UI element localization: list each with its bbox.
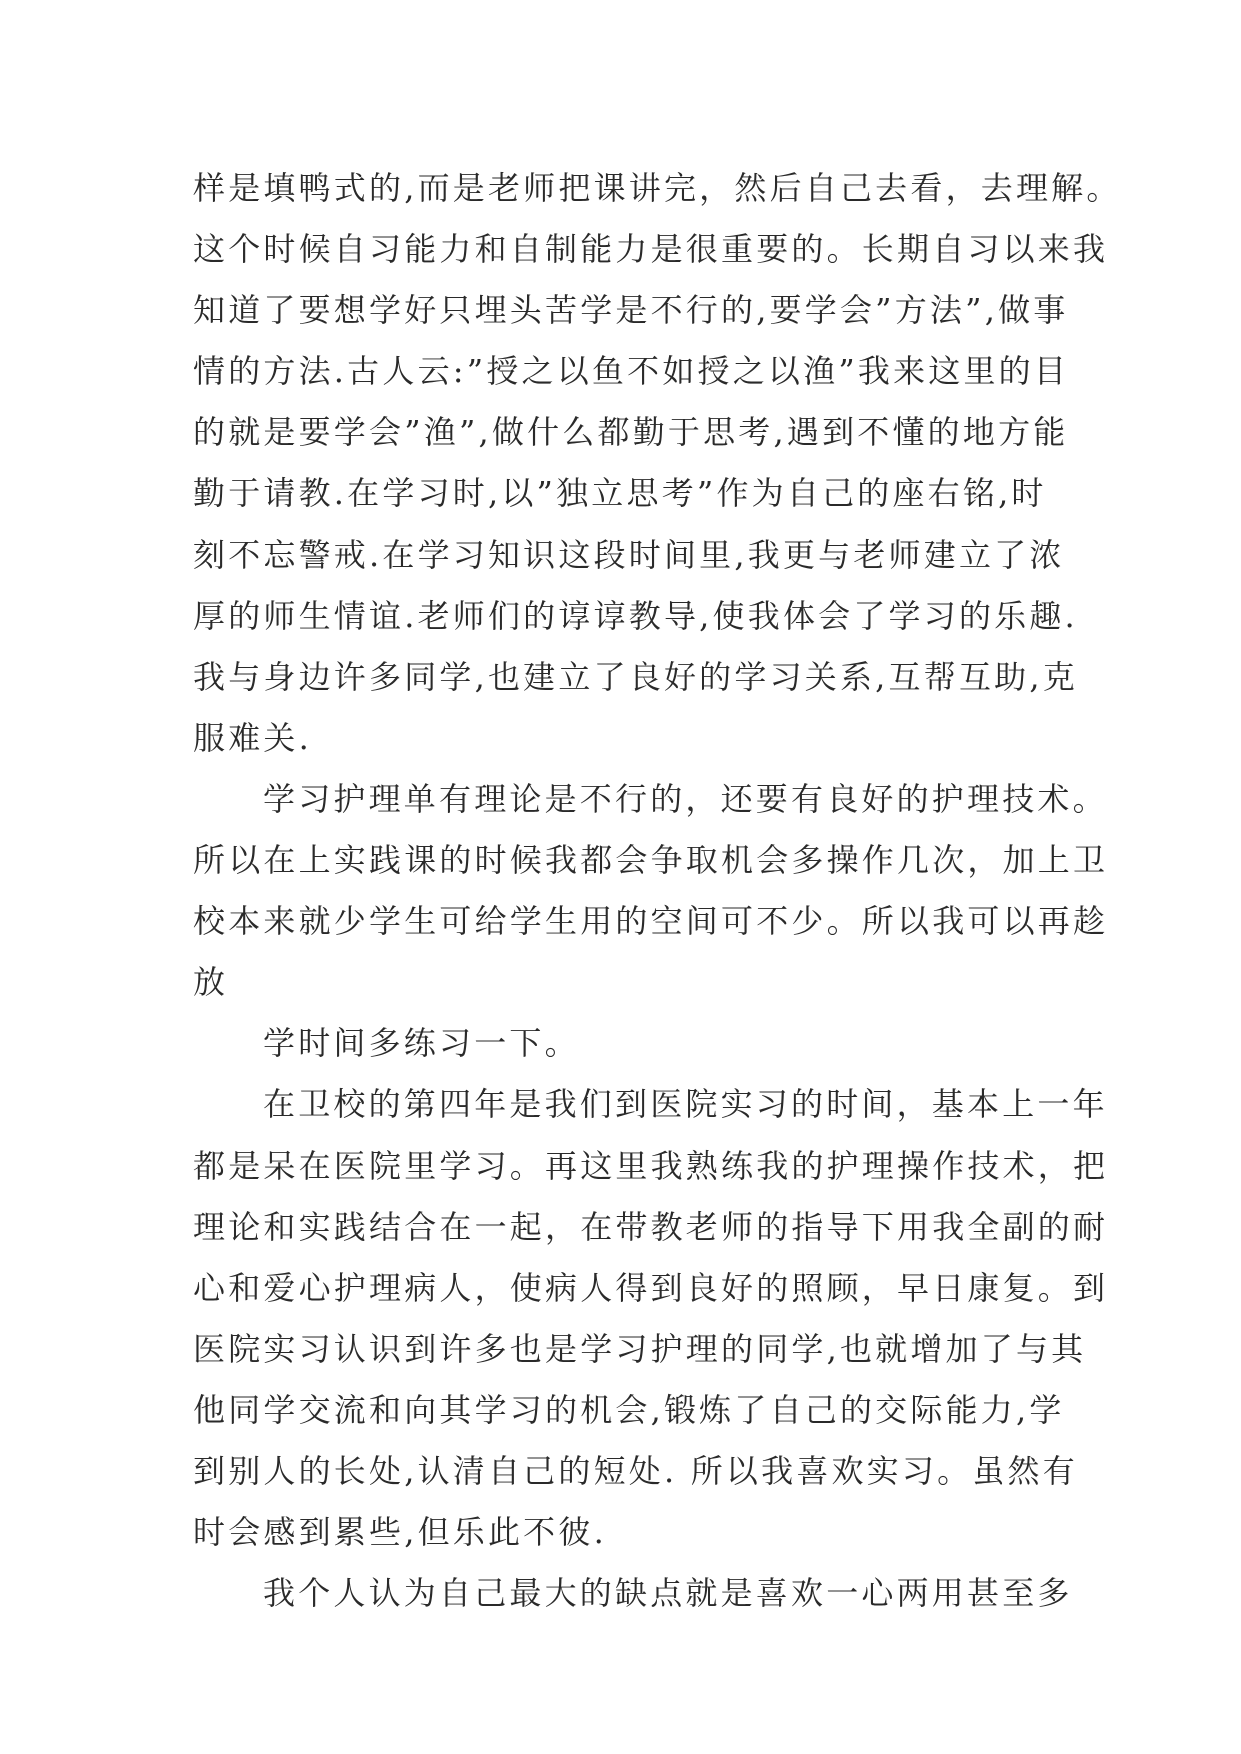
text-line: 我与身边许多同学,也建立了良好的学习关系,互帮互助,克: [193, 657, 1078, 696]
text-line: 他同学交流和向其学习的机会,锻炼了自己的交际能力,学: [193, 1390, 1065, 1429]
text-line: 服难关.: [193, 718, 312, 757]
text-line: 厚的师生情谊.老师们的谆谆教导,使我体会了学习的乐趣.: [193, 596, 1078, 635]
body-text: [193, 158, 1122, 1624]
text-line: 我个人认为自己最大的缺点就是喜欢一心两用甚至多: [263, 1574, 1073, 1613]
text-line: 医院实习认识到许多也是学习护理的同学,也就增加了与其: [193, 1329, 1087, 1368]
text-line: 刻不忘警戒.在学习知识这段时间里,我更与老师建立了浓: [193, 535, 1065, 574]
text-line: 这个时候自习能力和自制能力是很重要的。长期自习以来我: [193, 230, 1109, 269]
text-line: 时会感到累些,但乐此不彼.: [193, 1513, 607, 1552]
text-line: 校本来就少学生可给学生用的空间可不少。所以我可以再趁: [193, 902, 1109, 941]
text-line: 心和爱心护理病人，使病人得到良好的照顾，早日康复。到: [193, 1268, 1109, 1307]
text-line: 勤于请教.在学习时,以”独立思考”作为自己的座右铭,时: [193, 474, 1047, 513]
text-line: 放: [193, 963, 229, 1002]
text-line: 所以在上实践课的时候我都会争取机会多操作几次，加上卫: [193, 841, 1109, 880]
text-line: 样是填鸭式的,而是老师把课讲完，然后自己去看，去理解。: [193, 169, 1122, 207]
text-line: 情的方法.古人云:”授之以鱼不如授之以渔”我来这里的目: [193, 352, 1070, 391]
text-line: 都是呆在医院里学习。再这里我熟练我的护理操作技术，把: [193, 1146, 1109, 1185]
text-line: 的就是要学会”渔”,做什么都勤于思考,遇到不懂的地方能: [193, 413, 1069, 452]
text-line: 理论和实践结合在一起，在带教老师的指导下用我全副的耐: [193, 1207, 1109, 1246]
text-line: 学习护理单有理论是不行的，还要有良好的护理技术。: [263, 779, 1108, 818]
text-line: 知道了要想学好只埋头苦学是不行的,要学会”方法”,做事: [193, 291, 1069, 330]
text-line: 学时间多练习一下。: [263, 1024, 580, 1063]
text-line: 到别人的长处,认清自己的短处. 所以我喜欢实习。虽然有: [193, 1451, 1078, 1490]
text-line: 在卫校的第四年是我们到医院实习的时间，基本上一年: [263, 1085, 1108, 1124]
